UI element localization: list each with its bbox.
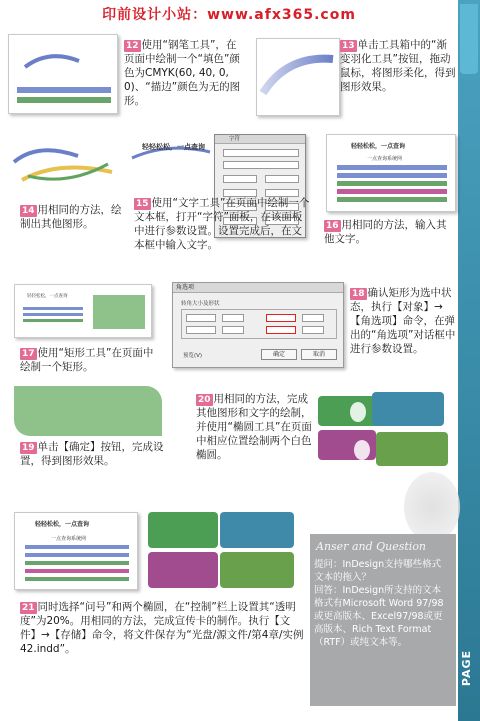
bar-21c: [25, 561, 129, 565]
corner-bl-shape[interactable]: [222, 326, 244, 334]
font-family-field[interactable]: [223, 149, 299, 157]
figure-step21-cards: [148, 512, 298, 592]
card21-green: [148, 512, 218, 548]
figure-step14: [8, 136, 118, 196]
brand-text-17: 轻轻松松，一点查询: [27, 294, 68, 299]
preview-checkbox[interactable]: 预览(V): [183, 353, 203, 359]
decorative-seal: [404, 472, 460, 542]
brand-text: 轻轻松松，一点查询: [142, 143, 205, 151]
sidebar: [458, 0, 480, 721]
corner-br-shape[interactable]: [302, 326, 324, 334]
figure-step21-card: [14, 512, 138, 590]
font-size-field[interactable]: [223, 175, 257, 183]
bar-17c: [23, 319, 83, 322]
char-panel-title: 字符: [215, 135, 305, 144]
corner-tr-shape[interactable]: [302, 314, 324, 322]
bar-16d: [337, 189, 447, 194]
ok-button[interactable]: 确定: [261, 349, 297, 360]
cancel-button[interactable]: 取消: [301, 349, 337, 360]
qa-question: 提问：InDesign支持哪些格式文本的拖入？: [314, 559, 442, 583]
figure-step12: [8, 34, 118, 114]
bar-16a: [337, 165, 447, 170]
step20-text: 20 用相同的方法，完成其他图形和文字的绘制，并使用“椭圆工具”在页面中相应位置绘制两个白色椭圆。: [196, 393, 312, 461]
step18-text: 18 确认矩形为选中状态，执行【对象】→【角选项】命令，在弹出的“角选项”对话框中进行参数设置。: [350, 287, 456, 355]
white-ellipse-1: [350, 402, 366, 422]
bar-21e: [25, 577, 129, 581]
figure-step20: [318, 392, 452, 472]
green-bar: [17, 97, 111, 103]
bar-16e: [337, 197, 447, 202]
qa-title: Anser and Question: [316, 540, 427, 553]
blue-bar: [17, 87, 111, 93]
card21-green-2: [220, 552, 294, 588]
step19-text: 19 单击【确定】按钮，完成设置，得到图形效果。: [20, 441, 164, 467]
rectangle-shape: [93, 295, 145, 329]
card21-purple: [148, 552, 218, 588]
qa-box: [310, 534, 456, 706]
page-header: 印前设计小站：www.afx365.com: [102, 7, 356, 23]
step12-text: 12 使用“钢笔工具”，在页面中绘制一个“填色”颜色为CMYK(60, 40, 0, 0)、“描边”颜色为无的图形。: [124, 39, 241, 107]
bar-16b: [337, 173, 447, 178]
card-green-2: [376, 432, 448, 466]
bar-21b: [25, 553, 129, 557]
corner-settings-group: [181, 309, 337, 339]
corner-options-dialog: [172, 282, 344, 368]
card21-blue: [220, 512, 294, 548]
curve-shape: [9, 35, 119, 115]
step21-text: 21 同时选择“问号”和两个椭圆，在“控制”栏上设置其“透明度”为20%。用相同的方法，完成宣传卡的制作。执行【文件】→【存储】命令，将文件保存为“光盘/源文件/第4章/实例42.indd”。: [20, 601, 304, 655]
bar-17a: [23, 307, 83, 310]
feathered-curve: [257, 39, 341, 117]
curves-shape: [8, 136, 118, 196]
figure-step17: [14, 284, 152, 338]
bar-21d: [25, 569, 129, 573]
corner-bl-size[interactable]: [186, 326, 216, 334]
step15-text: 15 使用“文字工具”在页面中绘制一个文本框，打开“字符”面板，在该面板中进行参数设置。设置完成后，在文本框中输入文字。: [134, 197, 310, 251]
bar-21a: [25, 545, 129, 549]
corner-tl-size[interactable]: [186, 314, 216, 322]
sidebar-tab: [460, 4, 478, 74]
brand-text-16: 轻轻松松，一点查询: [351, 143, 406, 150]
dialog-title: 角选项: [173, 283, 343, 293]
corner-tl-shape[interactable]: [222, 314, 244, 322]
step13-text: 13 单击工具箱中的“渐变羽化工具”按钮，拖动鼠标，将图形柔化，得到图形效果。: [340, 39, 456, 93]
leading-field[interactable]: [265, 175, 299, 183]
qa-answer: 回答：InDesign所支持的文本格式有Microsoft Word 97/98或更高版本、Excel97/98或更高版本、Rich Text Format（RTF）或纯文本等。: [314, 585, 444, 648]
figure-step19: [14, 386, 162, 436]
corner-tr-size[interactable]: [266, 314, 296, 322]
step14-text: 14 用相同的方法，绘制出其他图形。: [20, 204, 122, 230]
corner-br-size[interactable]: [266, 326, 296, 334]
qa-body: [314, 558, 446, 649]
figure-step15-brand: [128, 136, 214, 166]
page-label: PAGE: [460, 650, 473, 687]
figure-step13: [256, 38, 340, 116]
dialog-section-label: 转角大小及形状: [181, 301, 220, 307]
step17-text: 17 使用“矩形工具”在页面中绘制一个矩形。: [20, 347, 154, 373]
sub-text-21: 一点查询系统网: [51, 536, 87, 542]
brand-text-21: 轻轻松松，一点查询: [35, 521, 90, 528]
figure-step16: [326, 134, 456, 212]
step16-text: 16 用相同的方法，输入其他文字。: [324, 219, 447, 245]
bar-17b: [23, 313, 83, 316]
sub-text-16: 一点查询系统网: [367, 156, 403, 162]
bar-16c: [337, 181, 447, 186]
card-blue: [372, 392, 444, 426]
white-ellipse-2: [354, 440, 370, 460]
font-style-field[interactable]: [223, 161, 299, 169]
